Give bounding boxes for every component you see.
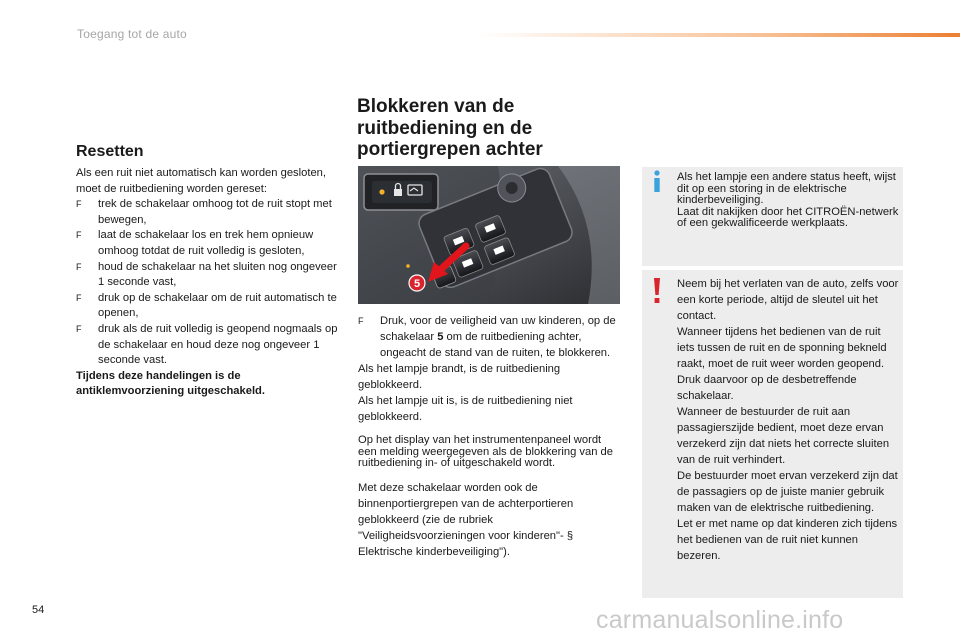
display-note: Op het display van het instrumentenpaneel wordt een melding weergegeven als de blokkering van de ruitbediening in- of uitgeschakeld wordt. [358,434,613,470]
switch-callout-number: 5 [413,278,421,290]
watermark: carmanualsonline.info [596,606,844,634]
reset-step: F laat de schakelaar los en trek hem opnieuw omhoog totdat de ruit volledig is gesloten, [76,229,314,257]
bullet-marker: F [76,199,82,210]
reset-intro: Als een ruit niet automatisch kan worden gesloten, moet de ruitbediening worden gereset: [76,167,326,195]
lamp-on-text: Als het lampje brandt, is de ruitbediening geblokkeerd. [358,363,561,391]
info-icon [642,169,672,198]
warning-text: Neem bij het verlaten van de auto, zelfs voor een korte periode, altijd de sleutel uit het contact. Wanneer tijdens het bedienen van de ruit iets tussen de ruit en de sponning bekneld raakt, moet de ruit weer worden geopend. Druk daarvoor op de desbetreffende schakelaar. Wanneer de bestuurder de ruit aan passagierszijde bedient, moet deze ervan verzekerd zijn dat niets het correcte sluiten van de ruit verhindert. De bestuurder moet ervan verzekerd zijn dat de passagiers op de juiste manier gebruik maken van de elektrische ruitbediening. Let er met name op dat kinderen zich tijdens het bedienen van de ruit niet kunnen bezeren. [677,278,899,562]
lamp-off-text: Als het lampje uit is, is de ruitbediening niet geblokkeerd. [358,395,573,423]
info-box [642,167,903,266]
reset-section [76,166,346,400]
reset-step: F houd de schakelaar na het sluiten nog ongeveer 1 seconde vast, [76,260,337,289]
section-title: Toegang tot de auto [77,27,187,41]
door-switch-panel-photo [358,166,620,304]
reset-step: F trek de schakelaar omhoog tot de ruit stopt met bewegen, [76,198,332,226]
block-heading: Blokkeren van de ruitbediening en de portiergrepen achter [357,96,543,160]
door-handles-note: Met deze schakelaar worden ook de binnenportiergrepen van de achterportieren geblokkeerd (zie de rubriek "Veiligheidsvoorzieningen voor kinderen"- § Elektrische kinderbeveiliging"). [358,481,574,558]
header-accent-line [478,33,960,37]
warning-icon [642,278,672,309]
block-instruction: F Druk, voor de veiligheid van uw kinderen, op de schakelaar 5 om de ruitbediening achter, ongeacht de stand van de ruiten, te blokkeren. [358,315,616,359]
reset-step: F druk als de ruit volledig is geopend nogmaals op de schakelaar en houd deze nog ongeveer 1 seconde vast. [76,322,338,367]
reset-note: Tijdens deze handelingen is de antiklemvoorziening uitgeschakeld. [76,369,265,398]
switch-number: 5 [437,331,444,343]
bullet-marker: F [76,292,82,303]
reset-step: F druk op de schakelaar om de ruit automatisch te openen, [76,291,337,320]
bullet-marker: F [76,323,82,334]
door-switch-panel-illustration [358,166,620,304]
page-number: 54 [32,604,45,616]
bullet-marker: F [358,316,364,326]
warning-box [642,270,903,598]
reset-heading: Resetten [76,143,144,160]
bullet-marker: F [76,261,82,272]
bullet-marker: F [76,230,82,241]
block-section-body [358,313,620,560]
info-text: Als het lampje een andere status heeft, wijst dit op een storing in de elektrische kinderbeveiliging. Laat dit nakijken door het CITROËN-netwerk of een gekwalificeerde werkplaats. [677,171,899,230]
